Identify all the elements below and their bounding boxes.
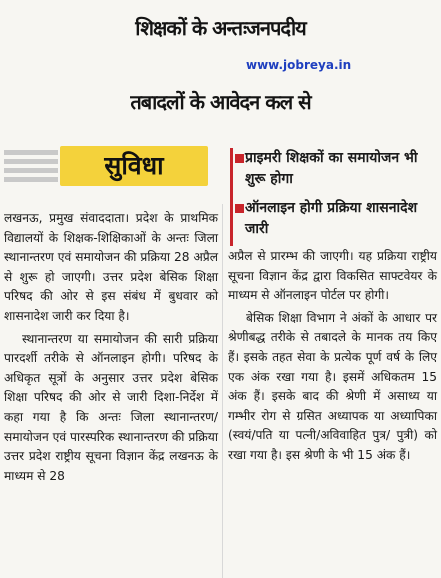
headline-line-2: तबादलों के आवेदन कल से bbox=[130, 90, 311, 114]
highlight-text: प्राइमरी शिक्षकों का समायोजन भी शुरू होगा bbox=[245, 150, 418, 187]
bullet-square-icon bbox=[235, 154, 244, 163]
article-paragraph: लखनऊ, प्रमुख संवाददाता। प्रदेश के प्राथमिक विद्यालयों के शिक्षक-शिक्षिकाओं के अन्तः जिला स्थानान्तरण एवं समायोजन की प्रक्रिया 28 अप्रैल से शुरू हो जाएगी। उत्तर प्रदेश बेसिक शिक्षा परिषद की ओर से इस संबंध में बुधवार को शासनादेश जारी कर दिया है। bbox=[4, 211, 218, 323]
decorative-bars bbox=[4, 150, 58, 184]
highlight-item bbox=[245, 148, 441, 190]
highlight-text: ऑनलाइन होगी प्रक्रिया शासनादेश जारी bbox=[245, 200, 418, 237]
column-divider bbox=[222, 204, 223, 578]
highlights-box bbox=[230, 148, 441, 246]
highlight-item bbox=[245, 198, 441, 240]
article-column-left bbox=[4, 209, 218, 486]
article-paragraph: बेसिक शिक्षा विभाग ने अंकों के आधार पर श्रेणीबद्ध तरीके से तबादले के मानक तय किए हैं। इसके तहत सेवा के प्रत्येक पूर्ण वर्ष के लिए एक अंक रखा गया है। इसमें अधिकतम 15 अंक हैं। इसके बाद की श्रेणी में असाध्य या गम्भीर रोग से ग्रसित अध्यापक या अध्यापिका (स्वयं/पति या पत्नी/अविवाहित पुत्र/ पुत्री) को रखा गया है। इस श्रेणी के भी 15 अंक हैं। bbox=[228, 310, 437, 462]
bullet-square-icon bbox=[235, 204, 244, 213]
article-paragraph: अप्रैल से प्रारम्भ की जाएगी। यह प्रक्रिया राष्ट्रीय सूचना विज्ञान केंद्र द्वारा विकसित साफ्टवेयर के माध्यम से ऑनलाइन पोर्टल पर होगी। bbox=[228, 249, 437, 303]
watermark-text: www.jobreya.in bbox=[246, 58, 352, 72]
headline-line-1: शिक्षकों के अन्तःजनपदीय bbox=[135, 16, 306, 40]
section-badge: सुविधा bbox=[60, 146, 208, 186]
article-paragraph: स्थानान्तरण या समायोजन की सारी प्रक्रिया पारदर्शी तरीके से ऑनलाइन होगी। परिषद के अधिकृत सूत्रों के अनुसार उत्तर प्रदेश बेसिक शिक्षा परिषद की ओर से जारी दिशा-निर्देश में कहा गया है कि अन्तः जिला स्थानान्तरण/ समायोजन एवं पारस्परिक स्थानान्तरण की प्रक्रिया उत्तर प्रदेश राष्ट्रीय सूचना विज्ञान केंद्र लखनऊ के माध्यम से 28 bbox=[4, 331, 218, 483]
article-column-right bbox=[228, 247, 437, 466]
